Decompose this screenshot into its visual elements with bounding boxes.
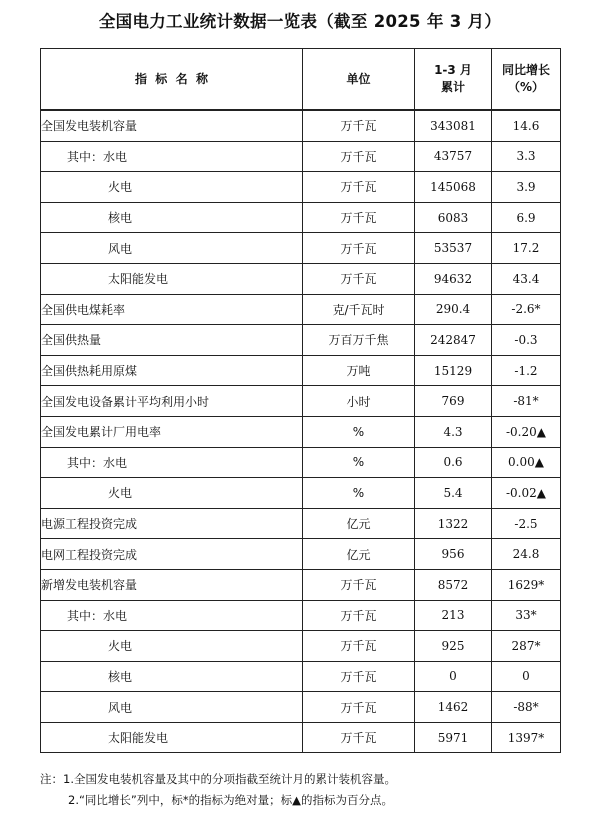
unit-cell: 万千瓦 — [303, 631, 415, 662]
yoy-growth-cell: 33* — [492, 600, 561, 631]
table-header-row — [41, 49, 561, 111]
indicator-name-cell: 其中：水电 — [41, 447, 303, 478]
yoy-growth-cell: -0.20▲ — [492, 416, 561, 447]
cumulative-value-cell: 4.3 — [415, 416, 492, 447]
indicator-name-cell: 其中：水电 — [41, 600, 303, 631]
yoy-growth-cell: 0 — [492, 661, 561, 692]
yoy-growth-cell: -2.6* — [492, 294, 561, 325]
table-row — [41, 722, 561, 753]
unit-cell: 万千瓦 — [303, 141, 415, 172]
page-title: 全国电力工业统计数据一览表（截至 2025 年 3 月） — [98, 12, 502, 31]
unit-cell: 克/千瓦时 — [303, 294, 415, 325]
cumulative-value-cell: 1462 — [415, 692, 492, 723]
unit-cell: 万千瓦 — [303, 202, 415, 233]
table-row — [41, 325, 561, 356]
cumulative-value-cell: 43757 — [415, 141, 492, 172]
cumulative-value-cell: 343081 — [415, 110, 492, 141]
table-row — [41, 233, 561, 264]
indicator-name-cell: 太阳能发电 — [41, 263, 303, 294]
yoy-growth-cell: -88* — [492, 692, 561, 723]
cumulative-value-cell: 290.4 — [415, 294, 492, 325]
cumulative-value-cell: 5971 — [415, 722, 492, 753]
unit-cell: 万千瓦 — [303, 233, 415, 264]
table-row — [41, 600, 561, 631]
unit-cell: 万千瓦 — [303, 110, 415, 141]
table-row — [41, 692, 561, 723]
unit-cell: % — [303, 478, 415, 509]
table-row — [41, 447, 561, 478]
table-row — [41, 631, 561, 662]
unit-cell: 万千瓦 — [303, 600, 415, 631]
table-row — [41, 202, 561, 233]
yoy-growth-cell: 1397* — [492, 722, 561, 753]
cumulative-value-cell: 213 — [415, 600, 492, 631]
cumulative-value-cell: 925 — [415, 631, 492, 662]
indicator-name-cell: 风电 — [41, 692, 303, 723]
cumulative-value-cell: 1322 — [415, 508, 492, 539]
indicator-name-cell: 火电 — [41, 631, 303, 662]
yoy-growth-cell: 3.3 — [492, 141, 561, 172]
statistics-table — [40, 48, 561, 753]
cumulative-value-cell: 0.6 — [415, 447, 492, 478]
table-row — [41, 661, 561, 692]
yoy-growth-cell: 3.9 — [492, 172, 561, 203]
indicator-name-cell: 全国发电累计厂用电率 — [41, 416, 303, 447]
indicator-name-cell: 风电 — [41, 233, 303, 264]
footnotes — [40, 769, 580, 811]
indicator-name-cell: 全国供热耗用原煤 — [41, 355, 303, 386]
cumulative-value-cell: 0 — [415, 661, 492, 692]
cumulative-value-cell: 6083 — [415, 202, 492, 233]
table-row — [41, 110, 561, 141]
indicator-name-cell: 核电 — [41, 202, 303, 233]
indicator-name-cell: 全国发电装机容量 — [41, 110, 303, 141]
unit-cell: % — [303, 447, 415, 478]
footnote-1: 注：1.全国发电装机容量及其中的分项指截至统计月的累计装机容量。 — [40, 772, 396, 786]
unit-cell: 万千瓦 — [303, 722, 415, 753]
unit-cell: 万千瓦 — [303, 263, 415, 294]
yoy-growth-cell: 1629* — [492, 569, 561, 600]
unit-cell: 亿元 — [303, 508, 415, 539]
indicator-name-cell: 新增发电装机容量 — [41, 569, 303, 600]
cumulative-value-cell: 5.4 — [415, 478, 492, 509]
table-row — [41, 355, 561, 386]
header-cumulative: 1-3 月 累计 — [415, 49, 492, 111]
indicator-name-cell: 电网工程投资完成 — [41, 539, 303, 570]
table-row — [41, 539, 561, 570]
cumulative-value-cell: 53537 — [415, 233, 492, 264]
table-row — [41, 416, 561, 447]
indicator-name-cell: 太阳能发电 — [41, 722, 303, 753]
table-row — [41, 508, 561, 539]
yoy-growth-cell: 287* — [492, 631, 561, 662]
table-row — [41, 263, 561, 294]
unit-cell: 万千瓦 — [303, 172, 415, 203]
unit-cell: 小时 — [303, 386, 415, 417]
header-indicator-name: 指 标 名 称 — [41, 49, 303, 111]
indicator-name-cell: 电源工程投资完成 — [41, 508, 303, 539]
yoy-growth-cell: -81* — [492, 386, 561, 417]
cumulative-value-cell: 769 — [415, 386, 492, 417]
indicator-name-cell: 全国供电煤耗率 — [41, 294, 303, 325]
yoy-growth-cell: -2.5 — [492, 508, 561, 539]
table-row — [41, 141, 561, 172]
table-row — [41, 478, 561, 509]
unit-cell: % — [303, 416, 415, 447]
unit-cell: 万百万千焦 — [303, 325, 415, 356]
indicator-name-cell: 火电 — [41, 172, 303, 203]
unit-cell: 万吨 — [303, 355, 415, 386]
unit-cell: 亿元 — [303, 539, 415, 570]
yoy-growth-cell: -0.3 — [492, 325, 561, 356]
header-unit: 单位 — [303, 49, 415, 111]
indicator-name-cell: 核电 — [41, 661, 303, 692]
yoy-growth-cell: 14.6 — [492, 110, 561, 141]
footnote-2: 2.“同比增长”列中，标*的指标为绝对量；标▲的指标为百分点。 — [68, 793, 393, 807]
yoy-growth-cell: -1.2 — [492, 355, 561, 386]
cumulative-value-cell: 8572 — [415, 569, 492, 600]
yoy-growth-cell: 6.9 — [492, 202, 561, 233]
cumulative-value-cell: 94632 — [415, 263, 492, 294]
indicator-name-cell: 全国发电设备累计平均利用小时 — [41, 386, 303, 417]
table-body — [41, 110, 561, 753]
yoy-growth-cell: -0.02▲ — [492, 478, 561, 509]
table-row — [41, 386, 561, 417]
unit-cell: 万千瓦 — [303, 692, 415, 723]
cumulative-value-cell: 15129 — [415, 355, 492, 386]
yoy-growth-cell: 43.4 — [492, 263, 561, 294]
table-row — [41, 569, 561, 600]
unit-cell: 万千瓦 — [303, 569, 415, 600]
indicator-name-cell: 其中：水电 — [41, 141, 303, 172]
unit-cell: 万千瓦 — [303, 661, 415, 692]
indicator-name-cell: 全国供热量 — [41, 325, 303, 356]
header-yoy: 同比增长 （%） — [492, 49, 561, 111]
cumulative-value-cell: 242847 — [415, 325, 492, 356]
yoy-growth-cell: 24.8 — [492, 539, 561, 570]
cumulative-value-cell: 145068 — [415, 172, 492, 203]
indicator-name-cell: 火电 — [41, 478, 303, 509]
yoy-growth-cell: 17.2 — [492, 233, 561, 264]
cumulative-value-cell: 956 — [415, 539, 492, 570]
yoy-growth-cell: 0.00▲ — [492, 447, 561, 478]
table-row — [41, 294, 561, 325]
table-row — [41, 172, 561, 203]
